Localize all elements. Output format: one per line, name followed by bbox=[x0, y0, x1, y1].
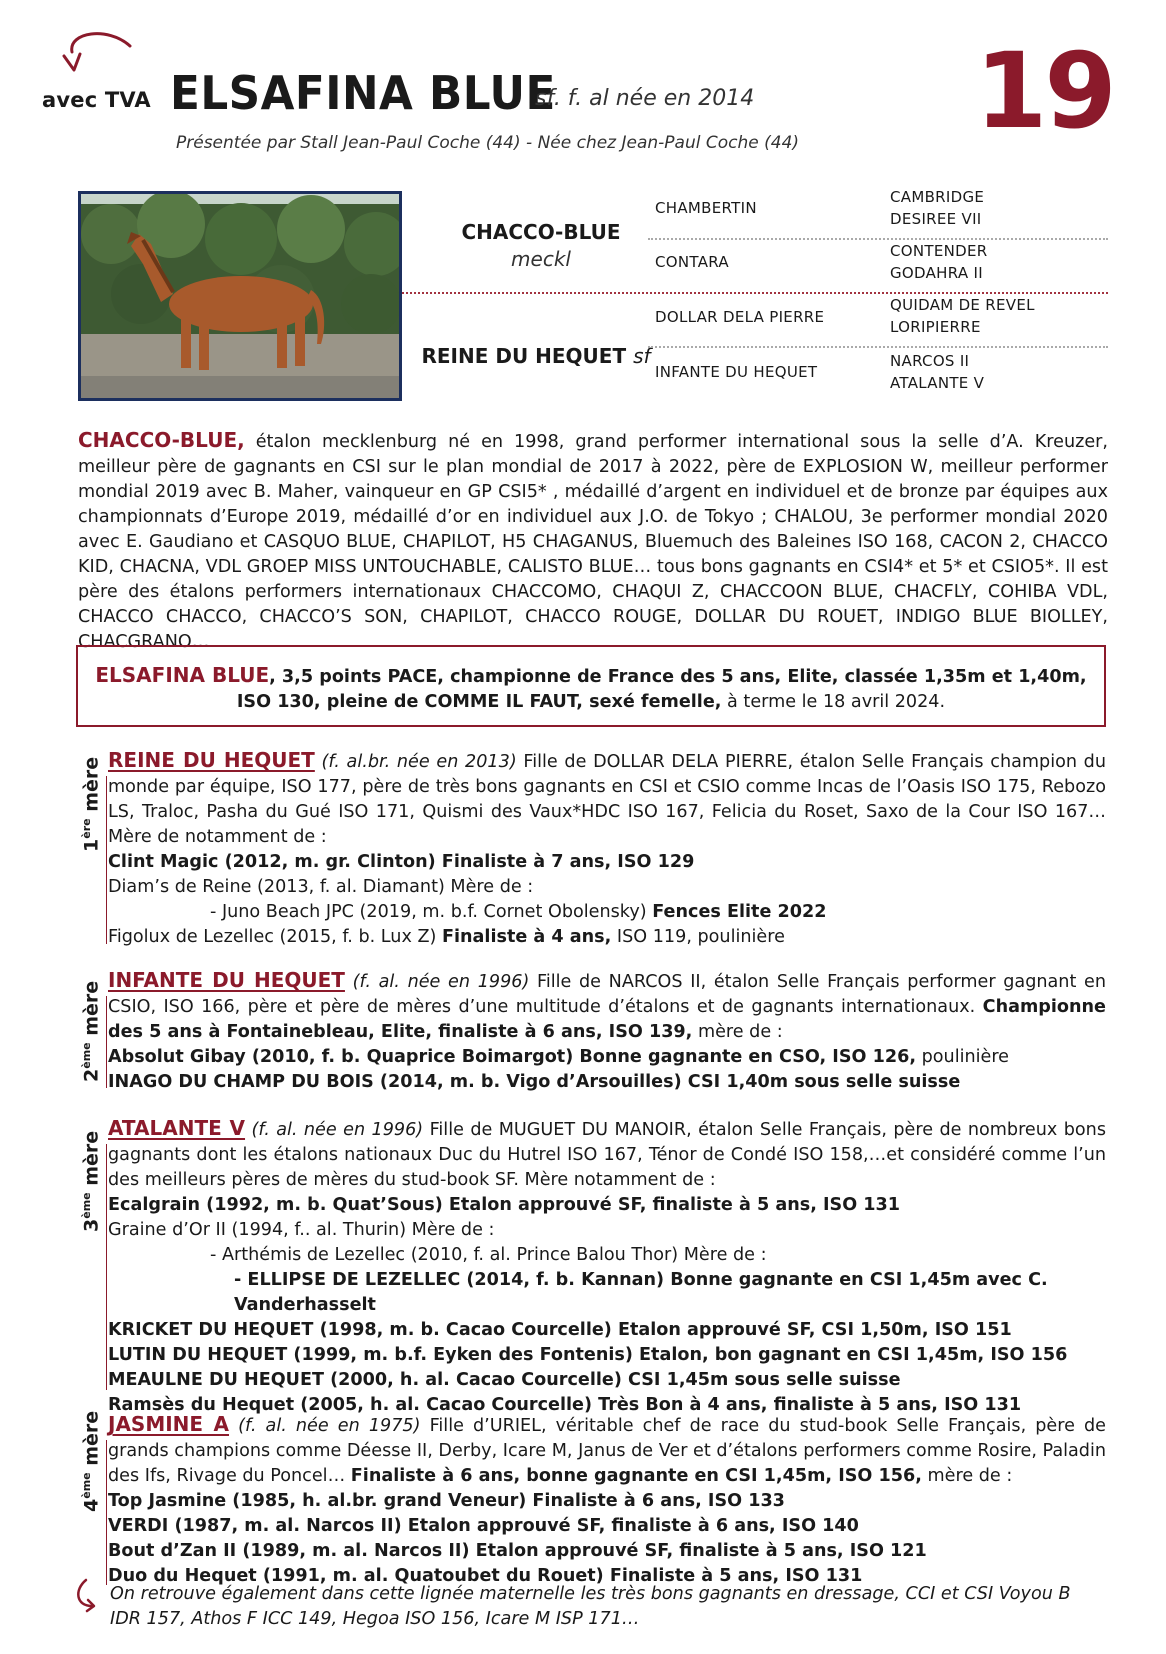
pedigree-divider bbox=[648, 346, 1108, 348]
highlight-bold-text: , 3,5 points PACE, championne de France des 5 ans, Elite, classée 1,35m et 1,40m, ISO 130, pleine de COMME IL FAUT, sexé femelle, bbox=[236, 667, 1087, 712]
tva-label: avec TVA bbox=[42, 88, 151, 112]
section-bar bbox=[106, 1144, 107, 1390]
mare-label-4: 4ème mère bbox=[80, 1410, 103, 1512]
ggp-1: CAMBRIDGE bbox=[890, 188, 985, 206]
sire-breed: meckl bbox=[511, 247, 571, 271]
curved-arrow-icon bbox=[60, 26, 140, 82]
mare-section-3: ATALANTE V (f. al. née en 1996) Fille de MUGUET DU MANOIR, étalon Selle Français, père de nombreux bons gagnants dont les étalons nationaux Duc du Hutrel ISO 167, Ténor de Condé ISO 158,…et considéré comme l’un des meilleurs pères de mères du stud-book SF. Mère notamment de : Ecalgrain (1992, m. b. Quat’Sous) Etalon approuvé SF, finaliste à 5 ans, ISO 131 Graine d’Or II (1994, f.. al. Thurin) Mère de : - Arthémis de Lezellec (2010, f. al. Prince Balou Thor) Mère de : - ELLIPSE DE LEZELLEC (2014, f. b. Kannan) Bonne gagnante en CSI 1,45m avec C. Vanderhasselt KRICKET DU HEQUET (1998, m. b. Cacao Courcelle) Etalon approuvé SF, CSI 1,50m, ISO 151 LUTIN DU HEQUET (1999, m. b.f. Eyken des Fontenis) Etalon, bon gagnant en CSI 1,45m, ISO 156 MEAULNE DU HEQUET (2000, h. al. Cacao Courcelle) CSI 1,45m sous selle suisse Ramsès du Hequet (2005, h. al. Cacao Courcelle) Très Bon à 4 ans, finaliste à 5 ans, ISO 131 bbox=[108, 1116, 1106, 1415]
horse-photo bbox=[78, 191, 402, 401]
sire-name: CHACCO-BLUE bbox=[461, 220, 621, 244]
dam-name bbox=[400, 344, 672, 368]
ggp-3: CONTENDER bbox=[890, 242, 988, 260]
mare-label-3: 3ème mère bbox=[80, 1130, 103, 1232]
mare-name: INFANTE DU HEQUET bbox=[108, 968, 345, 992]
dam-name-text: REINE DU HEQUET bbox=[421, 344, 627, 368]
horse-subtitle: sf. f. al née en 2014 bbox=[535, 86, 755, 111]
dam-dam: INFANTE DU HEQUET bbox=[655, 363, 818, 381]
sire-description-text: étalon mecklenburg né en 1998, grand performer international sous la selle d’A. Kreuzer, meilleur père de gagnants en CSI sur le plan mondial de 2017 à 2022, père de EXPLOSION W, meilleur performer mondial 2019 avec B. Maher, vainqueur en GP CSI5* , médaillé d’argent en individuel et de bronze par équipes aux championnats d’Europe 2019, médaillé d’or en individuel aux J.O. de Tokyo ; CHALOU, 3e performer mondial 2020 avec E. Gaudiano et CASQUO BLUE, CHAPILOT, H5 CHAGANUS, Bluemuch des Baleines ISO 168, CACON 2, CHACCO KID, CHACNA, VDL GROEP MISS UNTOUCHABLE, CALISTO BLUE… tous bons gagnants en CSI4* et 5* et CSIO5*. Il est père des étalons performers internationaux CHACCOMO, CHAQUI Z, CHACCOON BLUE, CHACFLY, COHIBA VDL, CHACCO CHACCO, CHACCO’S SON, CHAPILOT, CHACCO ROUGE, DOLLAR DU ROUET, INDIGO BLUE BIOLLEY, CHACGRANO… bbox=[78, 432, 1108, 652]
ggp-4: GODAHRA II bbox=[890, 264, 983, 282]
dam-sire: DOLLAR DELA PIERRE bbox=[655, 308, 825, 326]
highlight-horse-name: ELSAFINA BLUE bbox=[95, 663, 270, 687]
footnote: On retrouve également dans cette lignée maternelle les très bons gagnants en dressage, CCI et CSI Voyou B IDR 157, Athos F ICC 149, Hegoa ISO 156, Icare M ISP 171… bbox=[110, 1584, 1071, 1629]
hook-arrow-icon bbox=[72, 1578, 102, 1614]
ggp-7: NARCOS II bbox=[890, 352, 970, 370]
mare-name: ATALANTE V bbox=[108, 1116, 246, 1140]
pedigree-divider bbox=[648, 238, 1108, 240]
mare-label-2: 2ème mère bbox=[80, 980, 103, 1082]
ggp-5: QUIDAM DE REVEL bbox=[890, 296, 1035, 314]
ggp-8: ATALANTE V bbox=[890, 374, 985, 392]
dam-breed: sf bbox=[633, 344, 651, 368]
sire-description-name: CHACCO-BLUE, bbox=[78, 428, 245, 452]
mare-section-4: JASMINE A (f. al. née en 1975) Fille d’URIEL, véritable chef de race du stud-book Selle Français, père de grands champions comme Déesse II, Derby, Icare M, Janus de Ver et d’étalons performers comme Rosire, Paladin des Ifs, Rivage du Poncel… Finaliste à 6 ans, bonne gagnante en CSI 1,45m, ISO 156, mère de : Top Jasmine (1985, h. al.br. grand Veneur) Finaliste à 6 ans, ISO 133 VERDI (1987, m. al. Narcos II) Etalon approuvé SF, finaliste à 6 ans, ISO 140 Bout d’Zan II (1989, m. al. Narcos II) Etalon approuvé SF, finaliste à 5 ans, ISO 121 Duo du Hequet (1991, m. al. Quatoubet du Rouet) Finaliste à 5 ans, ISO 131 bbox=[108, 1412, 1106, 1586]
mare-name: JASMINE A bbox=[108, 1412, 230, 1436]
mare-section-2: INFANTE DU HEQUET (f. al. née en 1996) Fille de NARCOS II, étalon Selle Français performer gagnant en CSIO, ISO 166, père et père de mères d’une multitude d’étalons et de gagnants internationaux. Championne des 5 ans à Fontainebleau, Elite, finaliste à 6 ans, ISO 139, mère de : Absolut Gibay (2010, f. b. Quaprice Boimargot) Bonne gagnante en CSO, ISO 126, poulinière INAGO DU CHAMP DU BOIS (2014, m. b. Vigo d’Arsouilles) CSI 1,40m sous selle suisse bbox=[108, 968, 1106, 1092]
ggp-6: LORIPIERRE bbox=[890, 318, 981, 336]
mare-label-1: 1ère mère bbox=[80, 756, 103, 852]
section-bar bbox=[106, 776, 107, 944]
sire-dam: CONTARA bbox=[655, 253, 729, 271]
horse-name: ELSAFINA BLUE bbox=[170, 66, 556, 120]
highlight-box bbox=[76, 645, 1106, 727]
mare-name: REINE DU HEQUET bbox=[108, 748, 315, 772]
presented-by: Présentée par Stall Jean-Paul Coche (44) - Née chez Jean-Paul Coche (44) bbox=[176, 133, 800, 153]
sire-description bbox=[78, 428, 1108, 655]
section-bar bbox=[106, 996, 107, 1088]
mare-section-1: REINE DU HEQUET (f. al.br. née en 2013) Fille de DOLLAR DELA PIERRE, étalon Selle Français champion du monde par équipe, ISO 177, père de très bons gagnants en CSI et CSIO comme Incas de l’Oasis ISO 175, Rebozo LS, Traloc, Pasha du Gué ISO 171, Quismi des Vaux*HDC ISO 167, Felicia du Roset, Saxo de la Cour ISO 167… Mère de notamment de : Clint Magic (2012, m. gr. Clinton) Finaliste à 7 ans, ISO 129 Diam’s de Reine (2013, f. al. Diamant) Mère de : - Juno Beach JPC (2019, m. b.f. Cornet Obolensky) Fences Elite 2022 Figolux de Lezellec (2015, f. b. Lux Z) Finaliste à 4 ans, ISO 119, poulinière bbox=[108, 748, 1107, 947]
lot-number: 19 bbox=[975, 30, 1114, 152]
sire-sire: CHAMBERTIN bbox=[655, 199, 757, 217]
section-bar bbox=[106, 1440, 107, 1585]
ggp-2: DESIREE VII bbox=[890, 210, 982, 228]
pedigree-main-divider bbox=[402, 292, 1108, 294]
highlight-text: à terme le 18 avril 2024. bbox=[721, 692, 946, 712]
